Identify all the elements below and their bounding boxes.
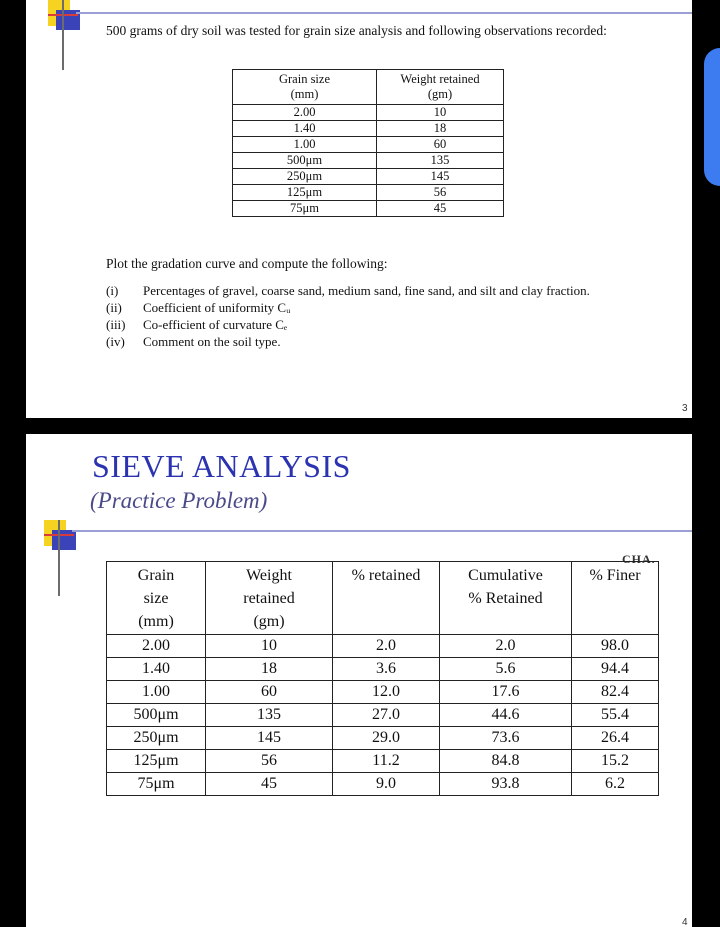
question-text: Coefficient of uniformity Cᵤ <box>143 300 291 315</box>
cumulative-cell: 5.6 <box>440 658 572 681</box>
weight-cell: 60 <box>377 137 504 153</box>
weight-cell: 145 <box>206 727 333 750</box>
question-text: Comment on the soil type. <box>143 334 281 349</box>
percent-retained-cell: 9.0 <box>333 773 440 796</box>
question-item <box>106 316 666 333</box>
percent-retained-cell: 12.0 <box>333 681 440 704</box>
percent-finer-cell: 94.4 <box>572 658 659 681</box>
weight-cell: 56 <box>377 185 504 201</box>
percent-finer-cell: 98.0 <box>572 635 659 658</box>
slide-decoration-icon <box>44 520 94 600</box>
percent-retained-cell: 27.0 <box>333 704 440 727</box>
table-row <box>107 750 659 773</box>
question-text: Percentages of gravel, coarse sand, medium sand, fine sand, and silt and clay fraction. <box>143 283 590 298</box>
page-number: 4 <box>682 917 688 927</box>
header-weight-retained: Weight retained (gm) <box>377 70 504 105</box>
question-list <box>106 282 666 350</box>
observation-table <box>232 69 504 217</box>
slide-title: SIEVE ANALYSIS <box>92 448 351 484</box>
percent-finer-cell: 6.2 <box>572 773 659 796</box>
header-grain-size: Grain size (mm) <box>233 70 377 105</box>
table-row <box>107 727 659 750</box>
plot-instruction: Plot the gradation curve and compute the following: <box>106 256 388 271</box>
question-item <box>106 333 666 350</box>
percent-finer-cell: 15.2 <box>572 750 659 773</box>
weight-cell: 60 <box>206 681 333 704</box>
grain-size-cell: 1.00 <box>107 681 206 704</box>
grain-size-cell: 250μm <box>107 727 206 750</box>
table-row <box>233 169 504 185</box>
grain-size-cell: 500μm <box>233 153 377 169</box>
weight-cell: 135 <box>206 704 333 727</box>
percent-retained-cell: 29.0 <box>333 727 440 750</box>
percent-finer-cell: 55.4 <box>572 704 659 727</box>
question-item <box>106 282 666 299</box>
header-weight-retained: Weight retained (gm) <box>206 562 333 635</box>
slide-subtitle: (Practice Problem) <box>90 488 268 513</box>
table-row <box>107 658 659 681</box>
weight-cell: 18 <box>206 658 333 681</box>
table-row <box>233 153 504 169</box>
problem-statement: 500 grams of dry soil was tested for grain size analysis and following observations recorded: <box>106 23 607 38</box>
page-number: 3 <box>682 403 688 414</box>
sieve-analysis-table <box>106 561 659 796</box>
table-row <box>107 635 659 658</box>
weight-cell: 10 <box>377 105 504 121</box>
table-row <box>107 704 659 727</box>
grain-size-cell: 2.00 <box>233 105 377 121</box>
table-row <box>107 681 659 704</box>
table-row <box>107 773 659 796</box>
question-number: (i) <box>106 283 119 298</box>
cumulative-cell: 93.8 <box>440 773 572 796</box>
question-number: (iv) <box>106 334 125 349</box>
percent-retained-cell: 3.6 <box>333 658 440 681</box>
slide-4 <box>26 434 692 927</box>
grain-size-cell: 1.00 <box>233 137 377 153</box>
cumulative-cell: 84.8 <box>440 750 572 773</box>
weight-cell: 18 <box>377 121 504 137</box>
weight-cell: 10 <box>206 635 333 658</box>
cumulative-cell: 44.6 <box>440 704 572 727</box>
weight-cell: 56 <box>206 750 333 773</box>
slide-3 <box>26 0 692 418</box>
header-grain-size: Grain size (mm) <box>107 562 206 635</box>
header-rule <box>76 12 692 14</box>
grain-size-cell: 75μm <box>107 773 206 796</box>
table-row <box>233 105 504 121</box>
question-number: (iii) <box>106 317 126 332</box>
grain-size-cell: 1.40 <box>107 658 206 681</box>
table-row <box>233 121 504 137</box>
grain-size-cell: 1.40 <box>233 121 377 137</box>
question-text: Co-efficient of curvature Cₑ <box>143 317 288 332</box>
grain-size-cell: 75μm <box>233 201 377 217</box>
question-item <box>106 299 666 316</box>
weight-cell: 135 <box>377 153 504 169</box>
header-cumulative-retained: Cumulative % Retained <box>440 562 572 635</box>
table-row <box>233 185 504 201</box>
grain-size-cell: 125μm <box>233 185 377 201</box>
percent-finer-cell: 26.4 <box>572 727 659 750</box>
grain-size-cell: 250μm <box>233 169 377 185</box>
grain-size-cell: 500μm <box>107 704 206 727</box>
weight-cell: 45 <box>206 773 333 796</box>
percent-finer-cell: 82.4 <box>572 681 659 704</box>
percent-retained-cell: 11.2 <box>333 750 440 773</box>
header-rule <box>72 530 692 532</box>
question-number: (ii) <box>106 300 122 315</box>
header-percent-retained: % retained <box>333 562 440 635</box>
grain-size-cell: 125μm <box>107 750 206 773</box>
table-row <box>233 137 504 153</box>
cropped-text: CHA. <box>622 552 656 566</box>
cumulative-cell: 2.0 <box>440 635 572 658</box>
weight-cell: 45 <box>377 201 504 217</box>
grain-size-cell: 2.00 <box>107 635 206 658</box>
weight-cell: 145 <box>377 169 504 185</box>
cumulative-cell: 17.6 <box>440 681 572 704</box>
percent-retained-cell: 2.0 <box>333 635 440 658</box>
scroll-indicator[interactable] <box>704 48 720 186</box>
table-row <box>233 201 504 217</box>
cumulative-cell: 73.6 <box>440 727 572 750</box>
header-percent-finer: % Finer <box>572 562 659 635</box>
